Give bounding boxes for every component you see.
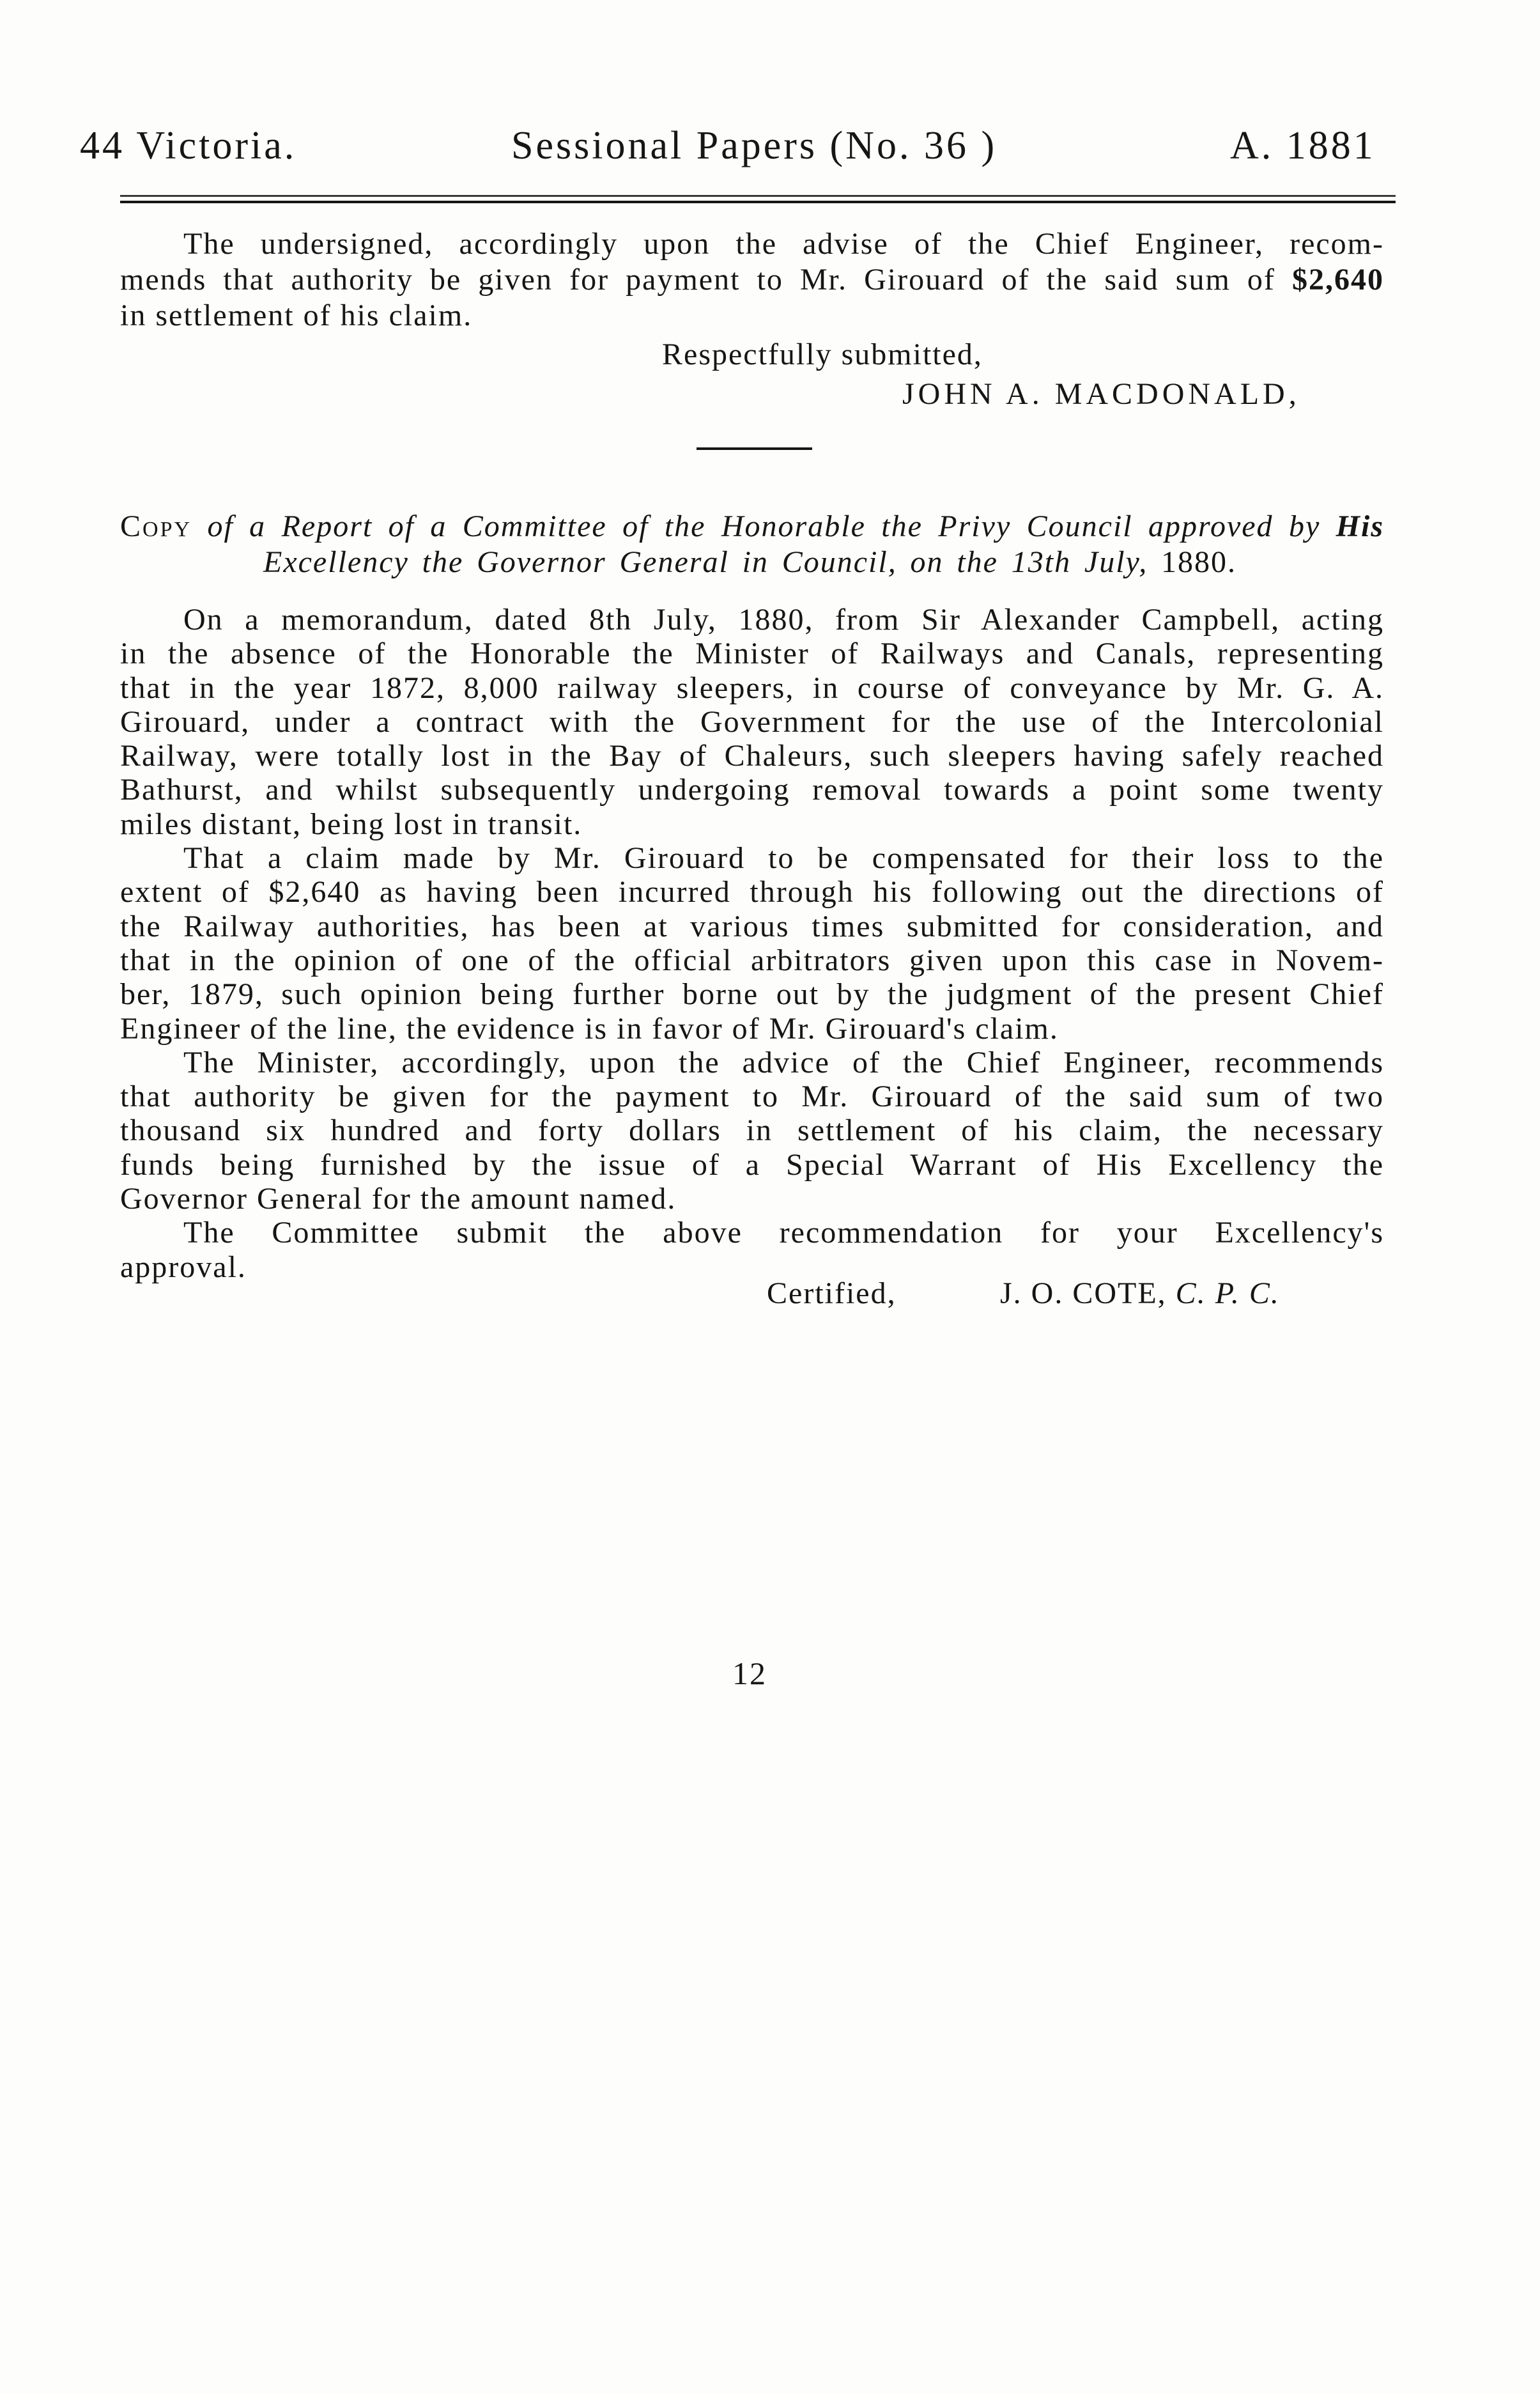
recommendation-amount: $2,640 [1292, 263, 1384, 297]
body-line: ber, 1879, such opinion being further borne out by the judgment of the present Chief [120, 977, 1384, 1012]
body-line: the Railway authorities, has been at various times submitted for consideration, and [120, 909, 1384, 943]
certifier [1000, 1276, 1280, 1311]
certifier-name: J. O. COTE, [1000, 1276, 1167, 1310]
body-line: Engineer of the line, the evidence is in favor of Mr. Girouard's claim. [120, 1011, 1059, 1046]
body-line: approval. [120, 1250, 247, 1284]
report-paragraph [120, 1216, 1384, 1284]
report-heading-line-2 [263, 545, 1236, 580]
report-heading-text: Excellency the Governor General in Council, on the 13th July, [263, 545, 1148, 579]
report-paragraph [120, 1046, 1384, 1216]
page-number: 12 [732, 1655, 767, 1691]
body-line: in the absence of the Honorable the Minister of Railways and Canals, representing [120, 637, 1384, 671]
certified-label: Certified, [767, 1276, 897, 1310]
body-line: Bathurst, and whilst subsequently undergoing removal towards a point some twenty [120, 773, 1384, 807]
recommendation-paragraph [120, 226, 1384, 334]
recommendation-line-text: mends that authority be given for payment to Mr. Girouard of the said sum of [120, 263, 1275, 297]
report-heading-his: His [1336, 509, 1385, 543]
body-line: thousand six hundred and forty dollars in settlement of his claim, the necessary [120, 1113, 1384, 1148]
body-line: Railway, were totally lost in the Bay of Chaleurs, such sleepers having safely reached [120, 739, 1384, 773]
header-session: 44 Victoria. [80, 124, 297, 167]
header-year: A. 1881 [1230, 124, 1376, 167]
section-divider [697, 447, 812, 450]
body-line: funds being furnished by the issue of a Special Warrant of His Excellency the [120, 1147, 1384, 1182]
recommendation-line [120, 262, 1384, 298]
report-heading-text: of a Report of a Committee of the Honorable the Privy Council approved by [207, 509, 1321, 543]
header-rule-thin [120, 195, 1396, 197]
report-heading-copy: Copy [120, 509, 192, 543]
report-heading-line-1 [120, 509, 1384, 544]
body-line: miles distant, being lost in transit. [120, 807, 583, 841]
header-rule-thick [120, 201, 1396, 203]
body-line: Girouard, under a contract with the Government for the use of the Intercolonial [120, 704, 1384, 739]
report-paragraph [120, 603, 1384, 841]
body-line: On a memorandum, dated 8th July, 1880, from Sir Alexander Campbell, acting [183, 603, 1384, 637]
recommendation-line: The undersigned, accordingly upon the advise of the Chief Engineer, recom- [183, 227, 1384, 261]
body-line: The Committee submit the above recommendation for your Excellency's [183, 1216, 1384, 1250]
body-line: extent of $2,640 as having been incurred through his following out the directions of [120, 875, 1384, 910]
signatory-name: JOHN A. MACDONALD, [902, 377, 1300, 411]
report-heading-year: 1880. [1161, 545, 1237, 579]
certifier-title: C. P. C. [1175, 1276, 1280, 1310]
recommendation-line: in settlement of his claim. [120, 298, 473, 332]
body-line: That a claim made by Mr. Girouard to be compensated for their loss to the [183, 841, 1384, 876]
body-line: that in the opinion of one of the official arbitrators given upon this case in Novem- [120, 943, 1384, 977]
body-line: The Minister, accordingly, upon the advice of the Chief Engineer, recommends [183, 1045, 1384, 1080]
header-title: Sessional Papers (No. 36 ) [511, 124, 997, 167]
report-body [120, 603, 1384, 1284]
body-line: that in the year 1872, 8,000 railway sleepers, in course of conveyance by Mr. G. A. [120, 670, 1384, 705]
report-paragraph [120, 841, 1384, 1046]
closing-phrase: Respectfully submitted, [662, 337, 983, 371]
body-line: that authority be given for the payment to Mr. Girouard of the said sum of two [120, 1080, 1384, 1114]
body-line: Governor General for the amount named. [120, 1182, 677, 1216]
